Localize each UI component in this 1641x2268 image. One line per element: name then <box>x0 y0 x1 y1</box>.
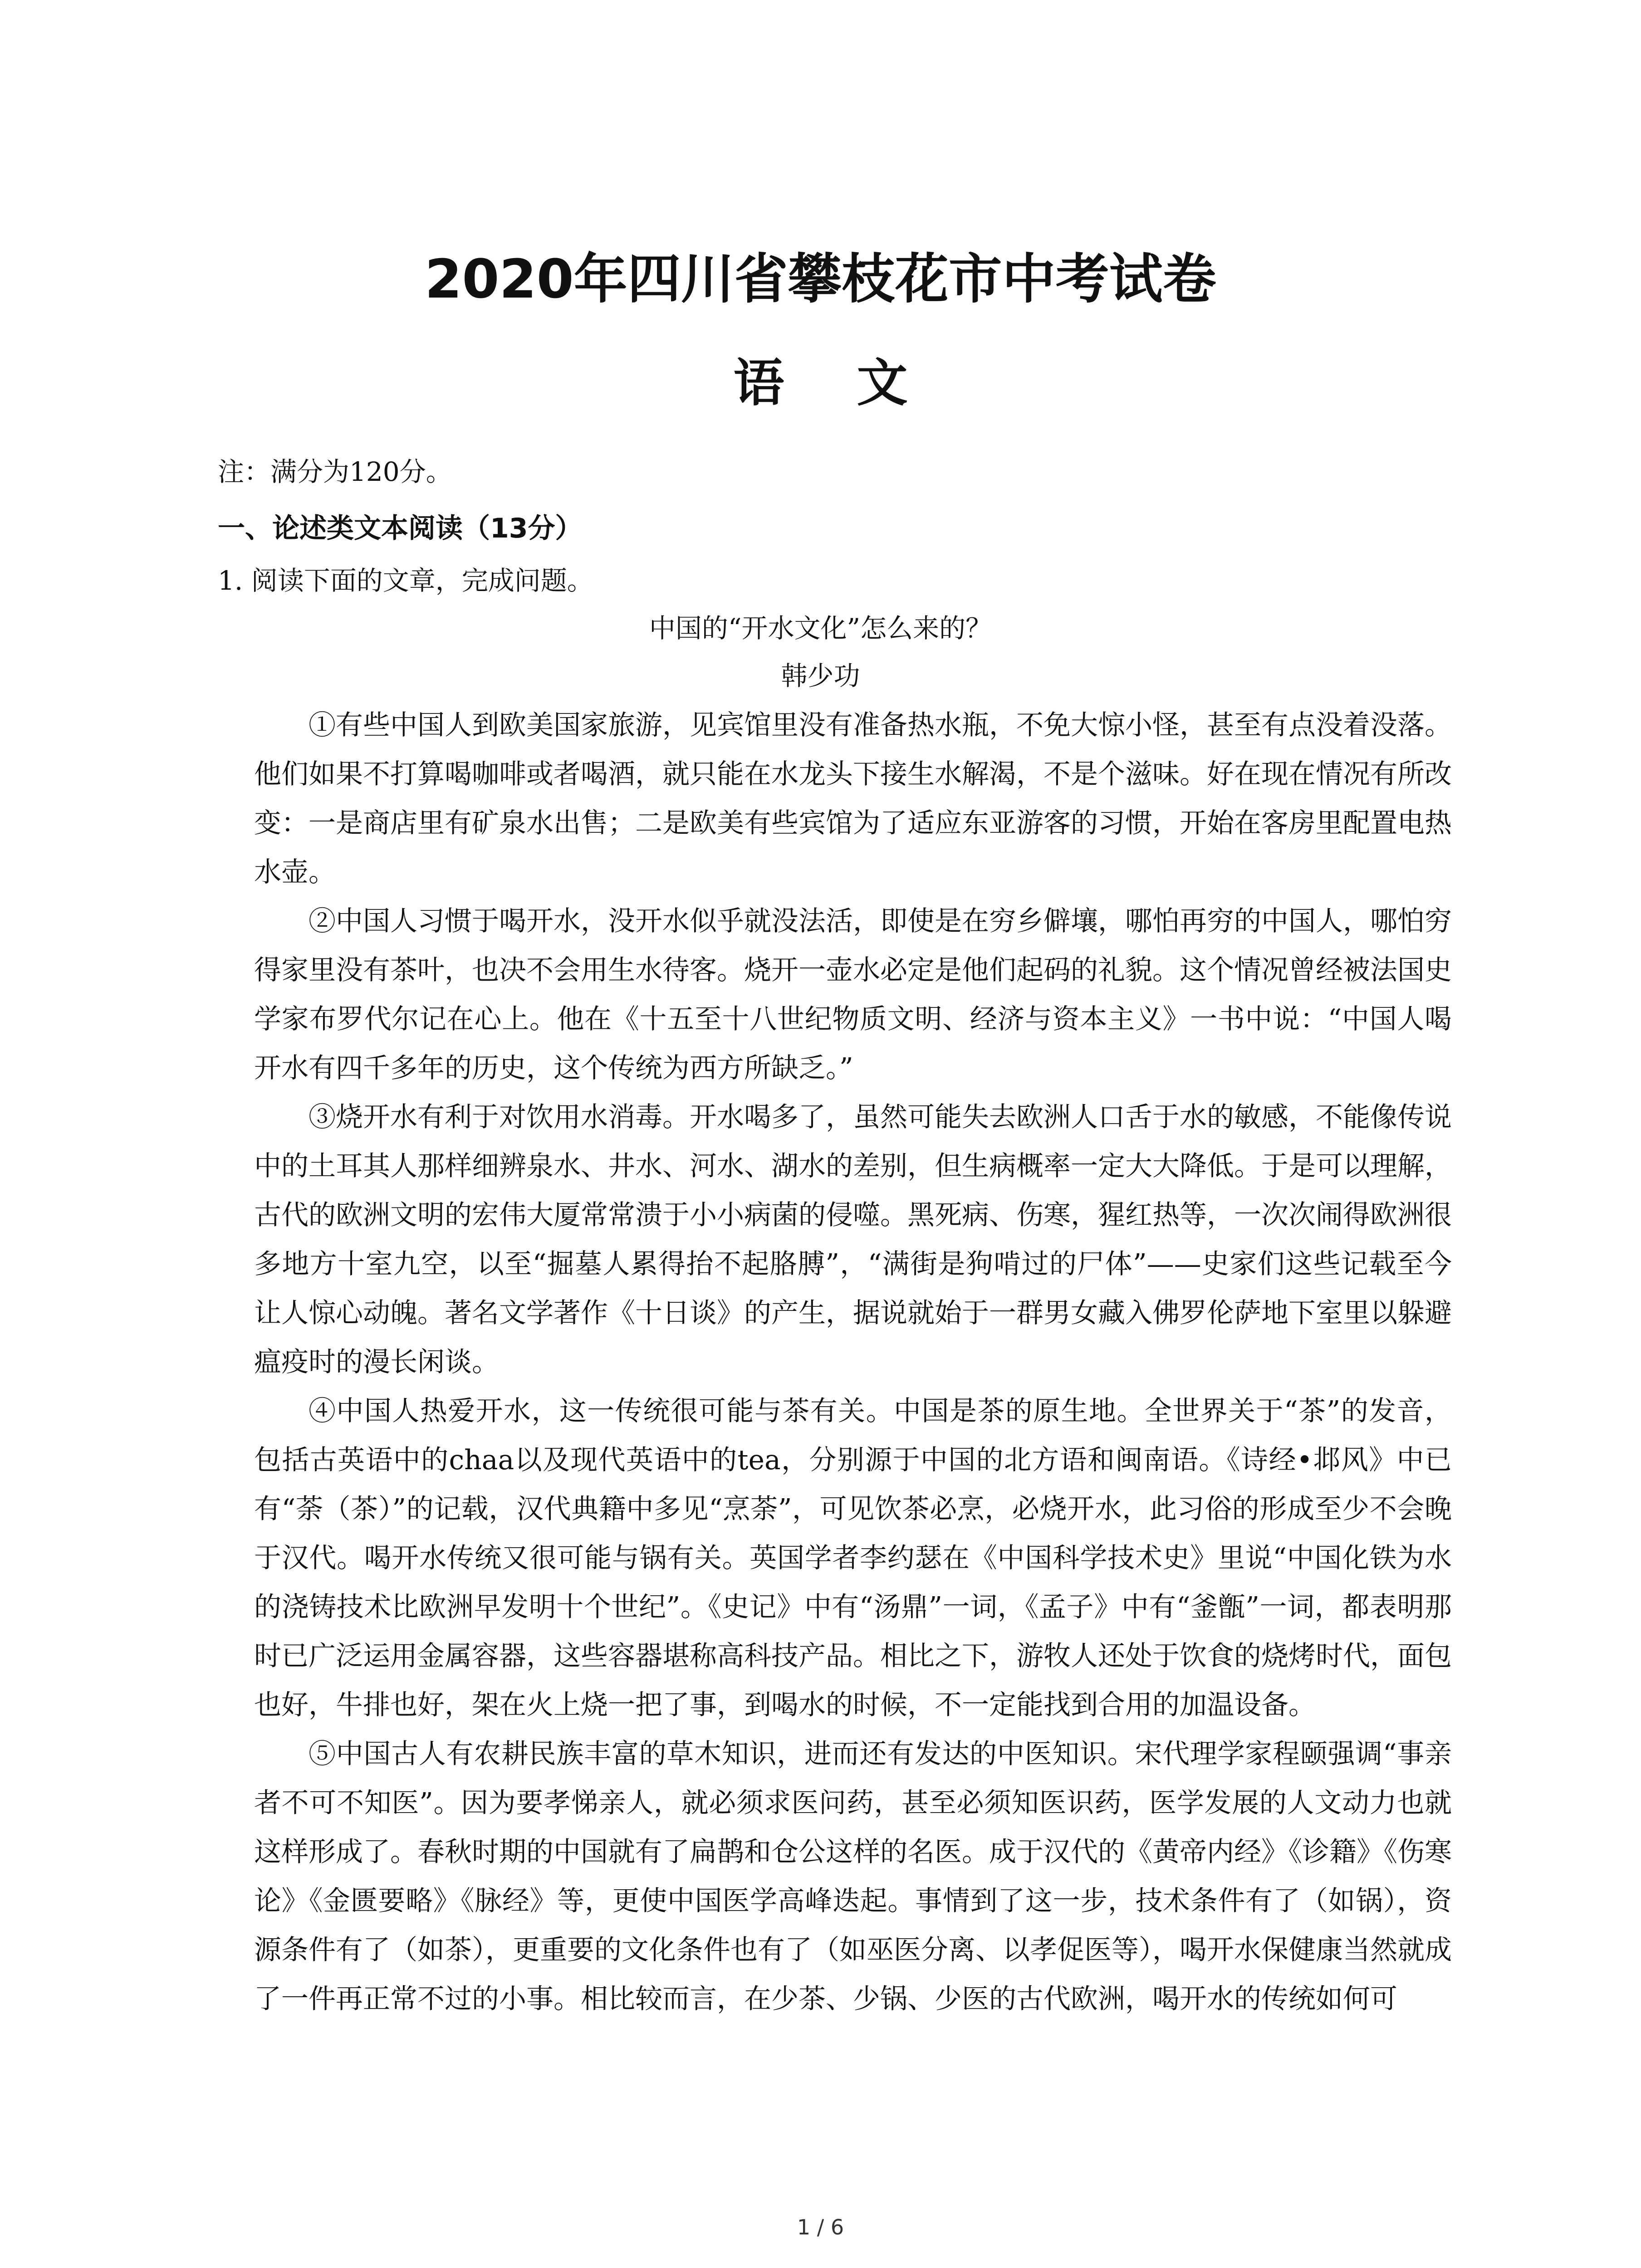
question-prompt: 1. 阅读下面的文章，完成问题。 <box>218 565 593 596</box>
score-note: 注：满分为120分。 <box>218 456 452 487</box>
article-body <box>254 701 1452 2024</box>
article-paragraph-1: ①有些中国人到欧美国家旅游，见宾馆里没有准备热水瓶，不免大惊小怪，甚至有点没着没落。他们如果不打算喝咖啡或者喝酒，就只能在水龙头下接生水解渴，不是个滋味。好在现在情况有所改变：一是商店里有矿泉水出售；二是欧美有些宾馆为了适应东亚游客的习惯，开始在客房里配置电热水壶。 <box>254 709 1452 888</box>
article-paragraph-5: ⑤中国古人有农耕民族丰富的草木知识，进而还有发达的中医知识。宋代理学家程颐强调“事亲者不可不知医”。因为要孝悌亲人，就必须求医问药，甚至必须知医识药，医学发展的人文动力也就这样形成了。春秋时期的中国就有了扁鹊和仓公这样的名医。成于汉代的《黄帝内经》《诊籍》《伤寒论》《金匮要略》《脉经》等，更使中国医学高峰迭起。事情到了这一步，技术条件有了（如锅），资源条件有了（如茶），更重要的文化条件也有了（如巫医分离、以孝促医等），喝开水保健康当然就成了一件再正常不过的小事。相比较而言，在少茶、少锅、少医的古代欧洲，喝开水的传统如何可 <box>254 1738 1452 2015</box>
article-paragraph-2: ②中国人习惯于喝开水，没开水似乎就没法活，即使是在穷乡僻壤，哪怕再穷的中国人，哪怕穷得家里没有茶叶，也决不会用生水待客。烧开一壶水必定是他们起码的礼貌。这个情况曾经被法国史学家布罗代尔记在心上。他在《十五至十八世纪物质文明、经济与资本主义》一书中说：“中国人喝开水有四千多年的历史，这个传统为西方所缺乏。” <box>254 905 1452 1084</box>
section-heading: 一、论述类文本阅读（13分） <box>218 513 583 544</box>
article-title: 中国的“开水文化”怎么来的？ <box>649 613 992 644</box>
article-paragraph-4: ④中国人热爱开水，这一传统很可能与茶有关。中国是茶的原生地。全世界关于“茶”的发音，包括古英语中的chaa以及现代英语中的tea，分别源于中国的北方语和闽南语。《诗经•邶风》中已有“荼（茶）”的记载，汉代典籍中多见“烹荼”，可见饮茶必烹，必烧开水，此习俗的形成至少不会晚于汉代。喝开水传统又很可能与锅有关。英国学者李约瑟在《中国科学技术史》里说“中国化铁为水的浇铸技术比欧洲早发明十个世纪”。《史记》中有“汤鼎”一词，《孟子》中有“釜甑”一词，都表明那时已广泛运用金属容器，这些容器堪称高科技产品。相比之下，游牧人还处于饮食的烧烤时代，面包也好，牛排也好，架在火上烧一把了事，到喝水的时候，不一定能找到合用的加温设备。 <box>254 1395 1452 1721</box>
page-number: 1 / 6 <box>797 2215 844 2239</box>
article-author: 韩少功 <box>781 660 860 691</box>
exam-title: 2020年四川省攀枝花市中考试卷 <box>425 248 1216 310</box>
article-paragraph-3: ③烧开水有利于对饮用水消毒。开水喝多了，虽然可能失去欧洲人口舌于水的敏感，不能像传说中的土耳其人那样细辨泉水、井水、河水、湖水的差别，但生病概率一定大大降低。于是可以理解，古代的欧洲文明的宏伟大厦常常溃于小小病菌的侵噬。黑死病、伤寒，猩红热等，一次次闹得欧洲很多地方十室九空，以至“掘墓人累得抬不起胳膊”，“满街是狗啃过的尸体”——史家们这些记载至今让人惊心动魄。著名文学著作《十日谈》的产生，据说就始于一群男女藏入佛罗伦萨地下室里以躲避瘟疫时的漫长闲谈。 <box>254 1101 1452 1378</box>
subject-title: 语文 <box>733 354 980 413</box>
